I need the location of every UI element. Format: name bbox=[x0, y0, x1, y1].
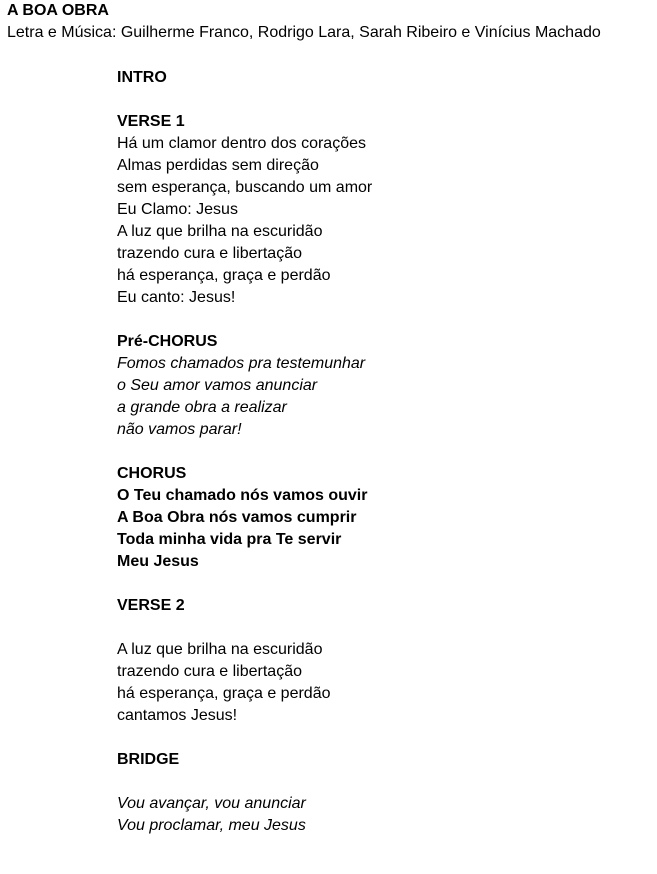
blank-line bbox=[117, 771, 372, 793]
lyric-line: há esperança, graça e perdão bbox=[117, 685, 331, 702]
lyric-line: cantamos Jesus! bbox=[117, 707, 238, 724]
song-credits: Letra e Música: Guilherme Franco, Rodrigo Lara, Sarah Ribeiro e Vinícius Machado bbox=[7, 24, 601, 41]
section-verse-1 bbox=[117, 111, 372, 309]
lyric-line: trazendo cura e libertação bbox=[117, 663, 302, 680]
section-chorus bbox=[117, 463, 372, 573]
blank-line bbox=[117, 617, 372, 639]
section-label-verse-1: VERSE 1 bbox=[117, 113, 185, 130]
lyric-line: Fomos chamados pra testemunhar bbox=[117, 355, 366, 372]
section-label-intro: INTRO bbox=[117, 69, 167, 86]
lyric-line: Eu Clamo: Jesus bbox=[117, 201, 238, 218]
lyric-line: A Boa Obra nós vamos cumprir bbox=[117, 509, 357, 526]
section-pre-chorus bbox=[117, 331, 372, 441]
lyric-line: Há um clamor dentro dos corações bbox=[117, 135, 366, 152]
lyric-line: trazendo cura e libertação bbox=[117, 245, 302, 262]
lyric-line: Vou proclamar, meu Jesus bbox=[117, 817, 306, 834]
lyric-line: A luz que brilha na escuridão bbox=[117, 641, 323, 658]
song-title: A BOA OBRA bbox=[7, 2, 109, 19]
song-header bbox=[7, 0, 601, 44]
lyrics-body bbox=[117, 67, 372, 859]
lyric-line: não vamos parar! bbox=[117, 421, 242, 438]
lyric-line: Almas perdidas sem direção bbox=[117, 157, 319, 174]
section-label-verse-2: VERSE 2 bbox=[117, 597, 185, 614]
section-label-chorus: CHORUS bbox=[117, 465, 187, 482]
section-label-bridge: BRIDGE bbox=[117, 751, 180, 768]
lyric-line: Toda minha vida pra Te servir bbox=[117, 531, 342, 548]
lyric-line: Vou avançar, vou anunciar bbox=[117, 795, 306, 812]
lyric-line: O Teu chamado nós vamos ouvir bbox=[117, 487, 368, 504]
lyric-line: Meu Jesus bbox=[117, 553, 199, 570]
lyric-line: A luz que brilha na escuridão bbox=[117, 223, 323, 240]
lyric-line: o Seu amor vamos anunciar bbox=[117, 377, 318, 394]
lyric-line: há esperança, graça e perdão bbox=[117, 267, 331, 284]
lyric-line: a grande obra a realizar bbox=[117, 399, 287, 416]
section-verse-2 bbox=[117, 595, 372, 727]
section-label-pre-chorus: Pré-CHORUS bbox=[117, 333, 218, 350]
section-intro bbox=[117, 67, 372, 89]
lyric-line: Eu canto: Jesus! bbox=[117, 289, 236, 306]
lyric-line: sem esperança, buscando um amor bbox=[117, 179, 373, 196]
section-bridge bbox=[117, 749, 372, 837]
